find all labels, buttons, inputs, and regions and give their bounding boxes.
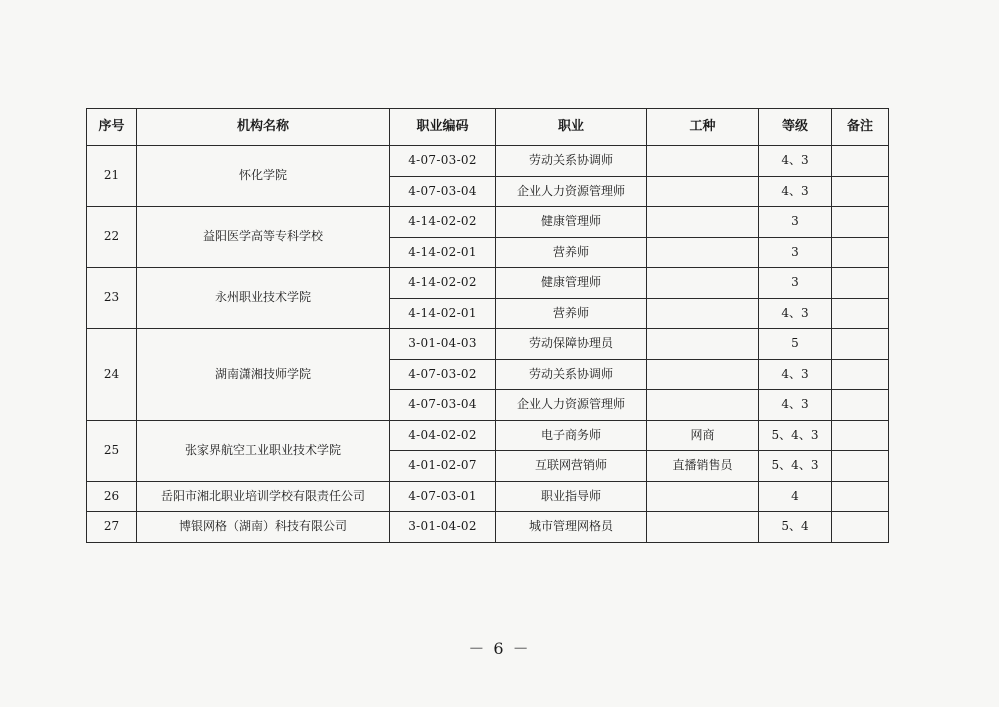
seq-cell: 23 [87, 268, 137, 329]
org-name-cell: 怀化学院 [137, 146, 390, 207]
level-cell: 5 [759, 329, 832, 360]
job-name-cell: 城市管理网格员 [496, 512, 647, 543]
note-cell [832, 451, 889, 482]
job-name-cell: 企业人力资源管理师 [496, 176, 647, 207]
seq-cell: 22 [87, 207, 137, 268]
org-name-cell: 永州职业技术学院 [137, 268, 390, 329]
header-job: 职业 [496, 109, 647, 146]
seq-cell: 26 [87, 481, 137, 512]
note-cell [832, 207, 889, 238]
org-name-cell: 益阳医学高等专科学校 [137, 207, 390, 268]
job-code-cell: 4-07-03-01 [390, 481, 496, 512]
note-cell [832, 298, 889, 329]
header-seq: 序号 [87, 109, 137, 146]
job-name-cell: 劳动关系协调师 [496, 146, 647, 177]
job-type-cell [647, 298, 759, 329]
job-type-cell [647, 146, 759, 177]
job-code-cell: 3-01-04-02 [390, 512, 496, 543]
level-cell: 3 [759, 207, 832, 238]
job-code-cell: 4-01-02-07 [390, 451, 496, 482]
job-type-cell [647, 176, 759, 207]
note-cell [832, 359, 889, 390]
job-type-cell [647, 481, 759, 512]
table-header-row [87, 109, 889, 146]
level-cell: 3 [759, 268, 832, 299]
job-type-cell [647, 359, 759, 390]
job-code-cell: 4-14-02-02 [390, 207, 496, 238]
job-name-cell: 劳动保障协理员 [496, 329, 647, 360]
job-name-cell: 健康管理师 [496, 268, 647, 299]
job-type-cell [647, 390, 759, 421]
org-name-cell: 湖南潇湘技师学院 [137, 329, 390, 421]
header-note: 备注 [832, 109, 889, 146]
job-code-cell: 4-14-02-01 [390, 298, 496, 329]
job-type-cell [647, 207, 759, 238]
job-code-cell: 4-07-03-02 [390, 146, 496, 177]
job-code-cell: 4-07-03-04 [390, 176, 496, 207]
job-type-cell [647, 268, 759, 299]
job-type-cell [647, 329, 759, 360]
seq-cell: 25 [87, 420, 137, 481]
job-code-cell: 4-04-02-02 [390, 420, 496, 451]
level-cell: 4、3 [759, 176, 832, 207]
note-cell [832, 237, 889, 268]
table-row [87, 481, 889, 512]
level-cell: 4、3 [759, 146, 832, 177]
job-type-cell [647, 512, 759, 543]
institution-table [86, 108, 889, 543]
org-name-cell: 岳阳市湘北职业培训学校有限责任公司 [137, 481, 390, 512]
org-name-cell: 张家界航空工业职业技术学院 [137, 420, 390, 481]
level-cell: 4、3 [759, 359, 832, 390]
job-name-cell: 营养师 [496, 237, 647, 268]
job-name-cell: 营养师 [496, 298, 647, 329]
header-code: 职业编码 [390, 109, 496, 146]
job-name-cell: 职业指导师 [496, 481, 647, 512]
level-cell: 4、3 [759, 298, 832, 329]
page-number: － 6 － [468, 639, 531, 658]
job-type-cell: 网商 [647, 420, 759, 451]
table-row [87, 207, 889, 238]
level-cell: 4、3 [759, 390, 832, 421]
job-name-cell: 劳动关系协调师 [496, 359, 647, 390]
header-level: 等级 [759, 109, 832, 146]
seq-cell: 27 [87, 512, 137, 543]
job-name-cell: 企业人力资源管理师 [496, 390, 647, 421]
header-type: 工种 [647, 109, 759, 146]
job-name-cell: 互联网营销师 [496, 451, 647, 482]
level-cell: 3 [759, 237, 832, 268]
job-type-cell [647, 237, 759, 268]
job-code-cell: 4-14-02-01 [390, 237, 496, 268]
level-cell: 4 [759, 481, 832, 512]
note-cell [832, 420, 889, 451]
level-cell: 5、4 [759, 512, 832, 543]
note-cell [832, 390, 889, 421]
seq-cell: 24 [87, 329, 137, 421]
table-row [87, 512, 889, 543]
header-org: 机构名称 [137, 109, 390, 146]
level-cell: 5、4、3 [759, 420, 832, 451]
level-cell: 5、4、3 [759, 451, 832, 482]
table-row [87, 146, 889, 177]
note-cell [832, 512, 889, 543]
seq-cell: 21 [87, 146, 137, 207]
note-cell [832, 329, 889, 360]
note-cell [832, 176, 889, 207]
job-code-cell: 4-07-03-04 [390, 390, 496, 421]
note-cell [832, 268, 889, 299]
job-name-cell: 健康管理师 [496, 207, 647, 238]
job-code-cell: 3-01-04-03 [390, 329, 496, 360]
note-cell [832, 146, 889, 177]
note-cell [832, 481, 889, 512]
job-type-cell: 直播销售员 [647, 451, 759, 482]
table-row [87, 329, 889, 360]
table-row [87, 420, 889, 451]
job-code-cell: 4-07-03-02 [390, 359, 496, 390]
job-name-cell: 电子商务师 [496, 420, 647, 451]
table-row [87, 268, 889, 299]
job-code-cell: 4-14-02-02 [390, 268, 496, 299]
org-name-cell: 博银网格（湖南）科技有限公司 [137, 512, 390, 543]
